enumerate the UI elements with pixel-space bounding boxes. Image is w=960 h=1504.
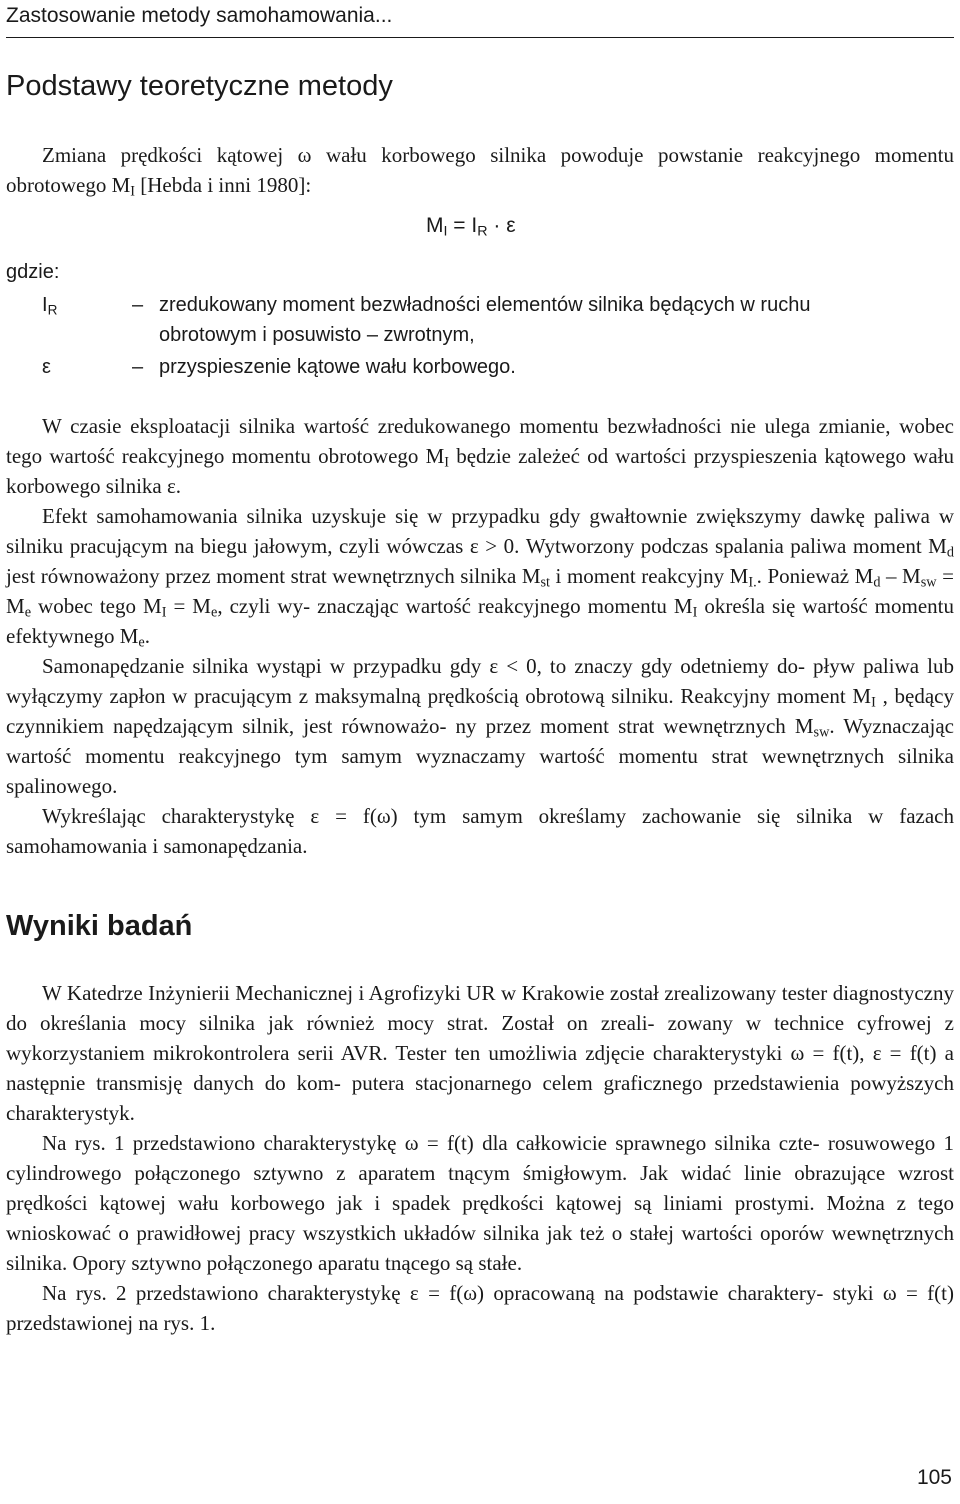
paragraph-3: Samonapędzanie silnika wystąpi w przypadku gdy ε < 0, to znaczy gdy odetniemy do- pływ paliwa lub wyłączymy zapłon w pracującym z maksymalną prędkością obrotową silniku. Reakcyjny moment $M_I$ , będący czynnikiem napędzającym silnik, jest równoważo- ny przez moment strat wewnętrznych $M_{sw}$. Wyznaczając wartość momentu reakcyjnego tym samym wyznaczamy wartość momentu strat wewnętrznych silnika spalinowego. <box>6 654 955 798</box>
results-body <box>6 978 954 1338</box>
definition-symbol: ε <box>42 356 51 378</box>
paragraph-4: Wykreślając charakterystykę ε = f(ω) tym samym określamy zachowanie się silnika w fazach samohamowania i samonapędzania. <box>6 804 954 858</box>
theory-body <box>6 411 954 861</box>
definition-symbol: $I_R$ <box>42 294 58 318</box>
definition-dash: – <box>132 294 144 316</box>
paragraph-6: Na rys. 1 przedstawiono charakterystykę ω = f(t) dla całkowicie sprawnego silnika czte- rosuwowego 1 cylindrowego połączonego sztywno z aparatem tnącym śmigłowym. Jak widać linie obrazujące wzrost prędkości kątowej wału korbowego jak i spadek prędkości kątowej są liniami prostymi. Można z tego wnioskować o prawidłowej pracy wszystkich układów silnika jak też o stałej wartości oporów wewnętrznych silnika. Opory sztywno połączonego aparatu tnącego są stałe. <box>6 1131 954 1275</box>
definition-dash: – <box>132 356 144 378</box>
page-number: 105 <box>916 1466 952 1489</box>
header-rule <box>6 37 954 38</box>
formula-moment: $M_I = I_R \cdot \varepsilon$ <box>426 214 516 240</box>
paragraph-1: W czasie eksploatacji silnika wartość zredukowanego momentu bezwładności nie ulega zmianie, wobec tego wartość reakcyjnego momentu obrotowego $M_I$ będzie zależeć od wartości przyspieszenia kątowego wału korbowego silnika ε. <box>6 414 954 498</box>
intro-paragraph: Zmiana prędkości kątowej ω wału korbowego silnika powoduje powstanie reakcyjnego momentu obrotowego $M_I$ [Hebda i inni 1980]: <box>6 143 954 200</box>
section-title-results: Wyniki badań <box>6 910 193 942</box>
paragraph-7: Na rys. 2 przedstawiono charakterystykę ε = f(ω) opracowaną na podstawie charaktery- styki ω = f(t) przedstawionej na rys. 1. <box>6 1281 954 1335</box>
running-header: Zastosowanie metody samohamowania... <box>6 4 393 27</box>
where-label: gdzie: <box>6 261 60 283</box>
definition-text: zredukowany moment bezwładności elementów silnika będących w ruchu obrotowym i posuwisto – zwrotnym, <box>159 294 811 346</box>
section-title-theory: Podstawy teoretyczne metody <box>6 70 393 102</box>
definition-text: przyspieszenie kątowe wału korbowego. <box>159 356 516 378</box>
paragraph-2: Efekt samohamowania silnika uzyskuje się w przypadku gdy gwałtownie zwiększymy dawkę paliwa w silniku pracującym na biegu jałowym, czyli wówczas ε > 0. Wytworzony podczas spalania paliwa moment $M_d$ jest równoważony przez moment strat wewnętrznych silnika $M_{st}$ i moment reakcyjny $M_{I.}$. Ponieważ $M_d - M_{sw} = M_e$ wobec tego $M_I = M_e$, czyli wy- znacząjąc wartość reakcyjnego momentu $M_I$ określa się wartość momentu efektywnego $M_e$. <box>6 504 954 651</box>
paragraph-5: W Katedrze Inżynierii Mechanicznej i Agrofizyki UR w Krakowie został zrealizowany tester diagnostyczny do określania mocy silnika jak również mocy strat. Został on zreali- zowany w technice cyfrowej z wykorzystaniem mikrokontrolera serii AVR. Tester ten umożliwia zdjęcie charakterystyki ω = f(t), ε = f(t) a następnie transmisję danych do kom- putera stacjonarnego celem graficznego przedstawienia powyższych charakterystyk. <box>6 981 954 1125</box>
